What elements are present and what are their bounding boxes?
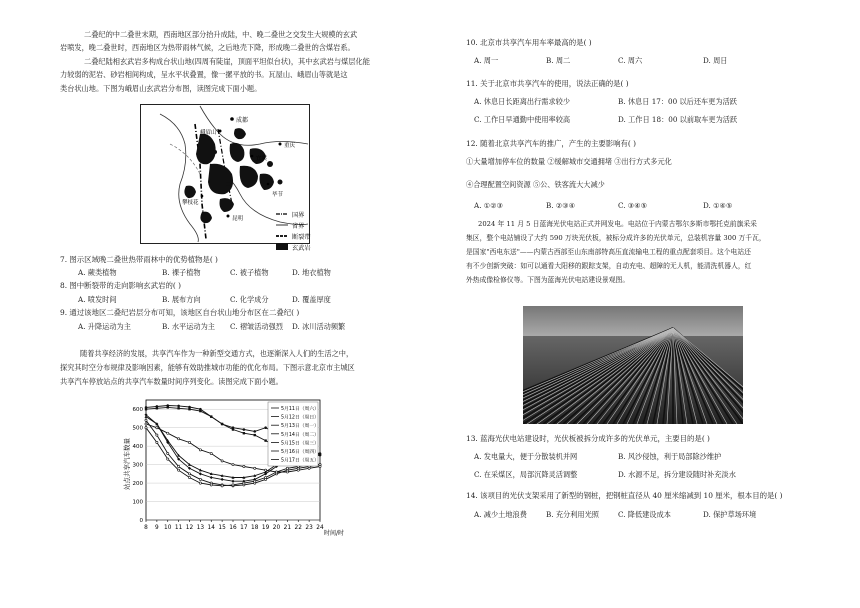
data-point	[167, 432, 169, 434]
data-point	[221, 423, 223, 425]
text-line: 二叠纪的中二叠世末期，西南地区部分抬升成陆，中、晚二叠世之交发生大规模的玄武	[84, 30, 358, 39]
map-label-chengdu: 成都	[236, 117, 249, 124]
data-point	[177, 407, 179, 409]
data-point	[308, 467, 310, 469]
data-point	[145, 423, 147, 425]
data-point	[265, 476, 267, 478]
q13-option-a[interactable]: A. 发电量大，便于分散装机并网	[474, 452, 578, 461]
question-8-stem: 8. 图中断裂带的走向影响玄武岩的( )	[60, 281, 181, 290]
text-line: 类台状山地。下图为峨眉山玄武岩分布图，读图完成下面小题。	[60, 84, 262, 93]
data-point	[188, 406, 191, 409]
legend-entry: 5月16日（周四）	[281, 450, 319, 455]
text-line: 外热成像检修仪等。下图为蓝海光伏电站建设景观图。	[466, 276, 630, 284]
y-tick-label: 0	[139, 518, 143, 524]
question-11-stem: 11. 关于北京市共享汽车的使用，说法正确的是( )	[466, 79, 629, 88]
data-point	[254, 467, 256, 469]
q7-option-c[interactable]: C. 被子植物	[230, 268, 269, 277]
x-tick-label: 13	[196, 525, 205, 531]
data-point	[199, 478, 201, 480]
data-point	[243, 482, 245, 484]
text-line: 集区，整个电站铺设了大约 590 万块光伏板，被标分成许多的光伏单元，总装机容量 300 万千瓦，	[466, 234, 766, 242]
q11-option-c[interactable]: C. 工作日早通勤中使用率较高	[474, 115, 571, 124]
q14-option-c[interactable]: C. 降低建设成本	[618, 510, 671, 519]
data-point	[210, 415, 212, 417]
data-point	[199, 449, 201, 451]
x-tick-label: 10	[164, 525, 172, 531]
text-line: 力较弱的泥岩、砂岩相间构成，呈水平状叠置，像一摞平放的书。瓦屋山、峨眉山等就是这	[60, 70, 348, 79]
q8-option-d[interactable]: D. 覆盖厚度	[292, 295, 331, 304]
data-point	[275, 471, 277, 473]
data-point	[297, 469, 299, 471]
data-point	[188, 473, 190, 475]
data-point	[156, 441, 158, 443]
data-point	[145, 427, 147, 429]
legend-province-border: 省界	[292, 223, 305, 230]
data-point	[232, 464, 234, 466]
legend-fault-zone: 断裂带	[292, 234, 311, 241]
map-label-panzhihua: 攀枝花	[182, 200, 199, 206]
q8-option-a[interactable]: A. 喷发时间	[78, 295, 117, 304]
text-line: 是国家"西电东送"——内蒙古西部至山东南部特高压直流输电工程的重点配套项目。这个电站还	[466, 248, 751, 256]
data-point	[199, 482, 201, 484]
text-line: 随着共享经济的发展，共享汽车作为一种新型交通方式，也逐渐深入人们的生活之中，	[80, 349, 354, 358]
y-tick-label: 300	[132, 462, 143, 469]
data-point	[188, 441, 190, 443]
q10-option-b[interactable]: B. 周二	[546, 56, 571, 65]
data-point	[254, 434, 256, 436]
q12-option-b[interactable]: B. ②③④	[546, 201, 576, 210]
q11-option-a[interactable]: A. 休息日长距离出行需求较少	[474, 97, 571, 106]
legend-entry: 5月14日（周二）	[281, 432, 319, 438]
text-line: 探究其时空分布规律及影响因素，能够有效助推城市功能的优化布局。下图示意北京市主城区	[60, 363, 355, 372]
data-point	[243, 465, 245, 467]
q7-option-d[interactable]: D. 地衣植物	[292, 268, 331, 277]
x-tick-label: 8	[144, 525, 148, 531]
q12-option-a[interactable]: A. ①②③	[474, 201, 504, 210]
data-point	[178, 438, 180, 440]
x-tick-label: 17	[240, 525, 248, 531]
text-line: 共享汽车停放站点的共享汽车数量时间序列变化。读图完成下面小题。	[60, 377, 283, 386]
map-legend	[276, 210, 336, 256]
data-point	[264, 439, 266, 441]
q7-option-a[interactable]: A. 蕨类植物	[78, 268, 117, 277]
x-tick-label: 23	[305, 525, 313, 531]
data-point	[167, 406, 169, 408]
data-point	[199, 410, 201, 412]
data-point	[221, 460, 223, 462]
data-point	[232, 428, 234, 430]
q11-option-b[interactable]: B. 休息日 17：00 以后还车更为活跃	[618, 97, 737, 106]
data-point	[156, 407, 158, 409]
q13-option-d[interactable]: D. 水源不足，拆分建设随时补充淡水	[618, 470, 736, 479]
question-14-stem: 14. 该项目的光伏支架采用了新型的钢桩，把钢桩直径从 40 厘米缩减到 10 厘米，根本目的是( )	[466, 491, 783, 500]
data-point	[243, 432, 245, 434]
y-tick-label: 200	[132, 481, 143, 488]
map-label-yibin: 宜宾	[256, 156, 268, 162]
y-tick-label: 600	[132, 407, 143, 414]
data-point	[167, 458, 169, 460]
data-point	[319, 465, 321, 467]
question-9-stem: 9. 通过该地区二叠纪岩层分布可知，该地区自台状山地分布区在二叠纪( )	[60, 308, 300, 317]
q7-option-b[interactable]: B. 裸子植物	[162, 268, 201, 277]
data-point	[265, 469, 267, 471]
text-line: 2024 年 11 月 5 日蓝海光伏电站正式并网发电。电站位于内蒙古鄂尔多斯市鄂托克前旗采采	[478, 220, 757, 228]
chart-xlabel: 时间/时	[324, 530, 345, 537]
text-line: 岩喷发，晚二叠世时，西南地区为热带雨林气候，之后地壳下降，形成晚二叠世的含煤岩系。	[60, 43, 355, 52]
legend-entry: 5月17日（周五）	[281, 458, 319, 464]
data-point	[243, 428, 246, 431]
data-point	[145, 419, 147, 421]
q13-option-b[interactable]: B. 风沙侵蚀，利于局部除沙维护	[618, 452, 722, 461]
data-point	[253, 430, 256, 433]
legend-national-border: 国界	[292, 212, 305, 219]
chart-ylabel: 站点共享汽车数量	[123, 438, 131, 490]
q13-option-c[interactable]: C. 在采煤区，局部沉降灵活调整	[474, 470, 578, 479]
q8-option-b[interactable]: B. 展布方向	[162, 295, 201, 304]
x-tick-label: 15	[218, 525, 226, 531]
map-label-bijie: 毕节	[272, 192, 284, 198]
solar-farm-photo	[523, 306, 743, 424]
legend-entry: 5月13日（周一）	[281, 424, 319, 430]
legend-entry: 5月12日（周日）	[281, 415, 319, 421]
map-label-chongqing: 重庆	[284, 143, 296, 149]
legend-entry: 5月15日（周三）	[281, 441, 319, 447]
x-tick-label: 21	[283, 525, 292, 531]
data-point	[210, 484, 212, 486]
y-tick-label: 400	[132, 444, 143, 451]
question-7-stem: 7. 图示区域晚二叠世热带雨林中的优势植物是( )	[60, 255, 218, 264]
x-tick-label: 19	[261, 525, 270, 531]
y-tick-label: 100	[132, 499, 143, 506]
x-tick-label: 11	[174, 525, 183, 531]
x-tick-label: 22	[294, 525, 302, 531]
question-13-stem: 13. 蓝海光伏电站建设时，光伏板被拆分成许多的光伏单元，主要目的是( )	[466, 434, 710, 443]
q10-option-a[interactable]: A. 周一	[474, 56, 499, 65]
text-line: 二叠纪陆相玄武岩多构成台状山地(四周有陡崖，顶面平坦似台状)，其中玄武岩与煤层化能	[84, 57, 370, 66]
data-point	[286, 467, 288, 469]
q10-option-c[interactable]: C. 周六	[618, 56, 643, 65]
q14-option-a[interactable]: A. 减少土地浪费	[474, 510, 527, 519]
data-point	[145, 408, 147, 410]
x-tick-label: 24	[316, 525, 324, 531]
x-tick-label: 18	[251, 525, 259, 531]
q9-option-b[interactable]: B. 水平运动为主	[162, 322, 215, 331]
q9-option-d[interactable]: D. 冰川活动频繁	[292, 322, 346, 331]
data-point	[210, 452, 212, 454]
data-point	[167, 452, 169, 454]
data-point	[286, 471, 288, 473]
map-label-kunming: 昆明	[232, 216, 244, 222]
x-tick-label: 12	[185, 525, 194, 531]
data-point	[221, 485, 223, 487]
q9-option-a[interactable]: A. 升降运动为主	[78, 322, 131, 331]
y-tick-label: 500	[132, 425, 143, 432]
x-tick-label: 20	[272, 525, 281, 531]
x-tick-label: 9	[155, 525, 159, 531]
carsharing-line-chart	[120, 392, 360, 538]
data-point	[188, 476, 190, 478]
legend-entry: 5月11日（周六）	[281, 407, 319, 412]
data-point	[156, 434, 158, 436]
data-point	[156, 427, 158, 429]
data-point	[178, 469, 180, 471]
data-point	[264, 426, 267, 429]
x-tick-label: 16	[229, 525, 237, 531]
data-point	[254, 480, 256, 482]
question-10-stem: 10. 北京市共享汽车用车率最高的是( )	[466, 38, 592, 47]
q9-option-c[interactable]: C. 褶皱活动强烈	[230, 322, 283, 331]
q8-option-c[interactable]: C. 化学成分	[230, 295, 269, 304]
map-label-emei: 峨眉山	[200, 130, 217, 136]
q14-option-b[interactable]: B. 充分利用光照	[546, 510, 599, 519]
q12-choice-line-1: ①大量增加停车位的数量 ②缓解城市交通拥堵 ③出行方式多元化	[466, 157, 672, 166]
q12-choice-line-2: ④合理配置空间资源 ⑤公、铁客流大大减少	[466, 180, 605, 189]
chart-canvas	[120, 392, 360, 538]
q12-option-c[interactable]: C. ③④⑤	[618, 201, 648, 210]
q14-option-d[interactable]: D. 保护草场环境	[703, 510, 757, 519]
q12-option-d[interactable]: D. ①④⑤	[703, 201, 733, 210]
data-point	[188, 408, 190, 410]
q10-option-d[interactable]: D. 周日	[703, 56, 728, 65]
data-point	[232, 484, 234, 486]
legend-basalt: 玄武岩	[292, 245, 311, 252]
text-line: 有不少创新突破：如可以通看大阳移的跟踪支架，自动充电、超障的无人机，能清洗机器人，红	[466, 262, 752, 270]
x-tick-label: 14	[207, 525, 215, 531]
data-point	[178, 465, 180, 467]
question-12-stem: 12. 随着北京共享汽车的推广，产生的主要影响有( )	[466, 139, 637, 148]
data-point	[177, 405, 180, 408]
q11-option-d[interactable]: D. 工作日 18：00 以前取车更为活跃	[618, 115, 738, 124]
